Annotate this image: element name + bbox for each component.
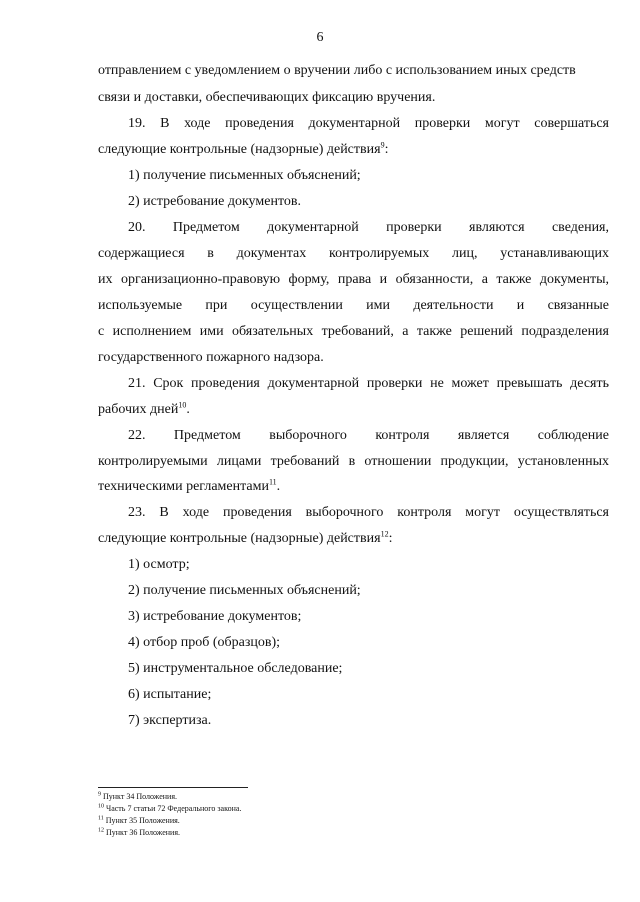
- paragraph-19-line: следующие контрольные (надзорные) действия$^9$:: [98, 140, 389, 157]
- list-item: 1) получение письменных объяснений;: [128, 168, 361, 183]
- list-item: 1) осмотр;: [128, 557, 190, 572]
- paragraph-21-line: рабочих дней$^{10}$.: [98, 400, 190, 417]
- footnote: $^9$ Пункт 34 Положения.: [98, 791, 178, 801]
- paragraph-23-line: следующие контрольные (надзорные) действия$^{12}$:: [98, 529, 393, 546]
- paragraph-22-line: 22. Предметом выборочного контроля является соблюдение: [128, 428, 609, 443]
- footnote-ref: 12: [380, 529, 389, 539]
- paragraph-22-line: контролируемыми лицами требований в отношении продукции, установленных: [98, 454, 609, 469]
- paragraph-20-line: 20. Предметом документарной проверки являются сведения,: [128, 220, 609, 235]
- paragraph-19-line: 19. В ходе проведения документарной проверки могут совершаться: [128, 116, 609, 131]
- footnote-ref: 11: [268, 477, 277, 487]
- paragraph-line: связи и доставки, обеспечивающих фиксацию вручения.: [98, 90, 436, 105]
- footnote: $^{10}$ Часть 7 статьи 72 Федерального закона.: [98, 803, 242, 813]
- paragraph-21-line: 21. Срок проведения документарной проверки не может превышать десять: [128, 376, 609, 391]
- list-item: 2) получение письменных объяснений;: [128, 583, 361, 598]
- paragraph-line: отправлением с уведомлением о вручении либо с использованием иных средств: [98, 63, 576, 78]
- paragraph-22-line: техническими регламентами$^{11}$.: [98, 477, 281, 494]
- paragraph-20-line: с исполнением ими обязательных требований, а также решений подразделения: [98, 324, 609, 339]
- footnote-ref: 9: [380, 140, 385, 150]
- list-item: 5) инструментальное обследование;: [128, 661, 343, 676]
- paragraph-23-line: 23. В ходе проведения выборочного контроля могут осуществляться: [128, 505, 609, 520]
- footnote: $^{12}$ Пункт 36 Положения.: [98, 827, 181, 837]
- page-number: 6: [316, 30, 324, 45]
- list-item: 7) экспертиза.: [128, 713, 212, 728]
- list-item: 2) истребование документов.: [128, 194, 301, 209]
- paragraph-20-line: используемые при осуществлении ими деятельности и связанные: [98, 298, 609, 313]
- list-item: 6) испытание;: [128, 687, 212, 702]
- list-item: 4) отбор проб (образцов);: [128, 635, 281, 650]
- footnote-divider: [98, 787, 248, 788]
- footnote: $^{11}$ Пункт 35 Положения.: [98, 815, 180, 825]
- footnote-ref: 10: [178, 400, 187, 410]
- paragraph-20-line: содержащиеся в документах контролируемых лиц, устанавливающих: [98, 246, 609, 261]
- paragraph-20-line: государственного пожарного надзора.: [98, 350, 324, 365]
- paragraph-20-line: их организационно-правовую форму, права и обязанности, а также документы,: [98, 272, 609, 287]
- list-item: 3) истребование документов;: [128, 609, 302, 624]
